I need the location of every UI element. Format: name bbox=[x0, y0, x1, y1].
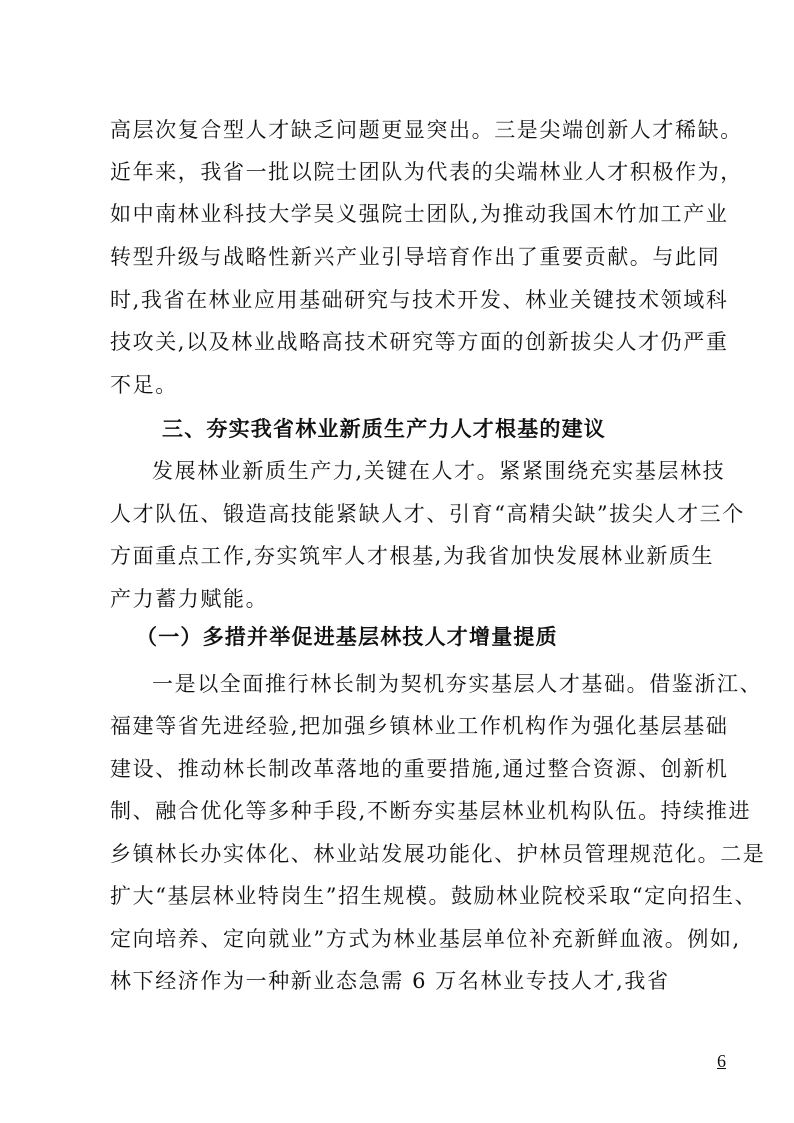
paragraph-3-line-3: 建设、推动林长制改革落地的重要措施,通过整合资源、创新机 bbox=[110, 757, 729, 781]
paragraph-2-line-4: 产力蓄力赋能。 bbox=[110, 587, 269, 611]
paragraph-2-line-1: 发展林业新质生产力,关键在人才。紧紧围绕充实基层林技 bbox=[152, 459, 726, 483]
paragraph-3-line-1: 一是以全面推行林长制为契机夯实基层人才基础。借鉴浙江、 bbox=[152, 672, 763, 696]
paragraph-3-line-2: 福建等省先进经验,把加强乡镇林业工作机构作为强化基层基础 bbox=[110, 714, 729, 738]
paragraph-3-line-5: 乡镇林长办实体化、林业站发展功能化、护林员管理规范化。二是 bbox=[110, 842, 766, 866]
section-heading: 三、夯实我省林业新质生产力人才根基的建议 bbox=[162, 417, 606, 441]
paragraph-1-line-2: 近年来，我省一批以院士团队为代表的尖端林业人才积极作为， bbox=[110, 160, 743, 184]
paragraph-2-line-3: 方面重点工作,夯实筑牢人才根基,为我省加快发展林业新质生 bbox=[110, 544, 715, 568]
paragraph-1-line-5: 时,我省在林业应用基础研究与技术开发、林业关键技术领域科 bbox=[110, 288, 729, 312]
paragraph-3-line-8: 林下经济作为一种新业态急需 6 万名林业专技人才,我省 bbox=[110, 969, 670, 993]
paragraph-2-line-2: 人才队伍、锻造高技能紧缺人才、引育“高精尖缺”拔尖人才三个 bbox=[110, 502, 745, 526]
paragraph-1-line-4: 转型升级与战略性新兴产业引导培育作出了重要贡献。与此同 bbox=[110, 245, 721, 269]
page-number: 6 bbox=[717, 1051, 726, 1071]
paragraph-3-line-4: 制、融合优化等多种手段,不断夯实基层林业机构队伍。持续推进 bbox=[110, 799, 752, 823]
paragraph-1-line-1: 高层次复合型人才缺乏问题更显突出。三是尖端创新人才稀缺。 bbox=[110, 118, 743, 142]
paragraph-1-line-6: 技攻关,以及林业战略高技术研究等方面的创新拔尖人才仍严重 bbox=[110, 330, 729, 354]
paragraph-1-line-3: 如中南林业科技大学吴义强院士团队,为推动我国木竹加工产业 bbox=[110, 202, 729, 226]
paragraph-1-line-7: 不足。 bbox=[110, 373, 178, 397]
paragraph-3-line-7: 定向培养、定向就业”方式为林业基层单位补充新鲜血液。例如, bbox=[110, 927, 741, 951]
paragraph-3-line-6: 扩大“基层林业特岗生”招生规模。鼓励林业院校采取“定向招生、 bbox=[110, 884, 758, 908]
subsection-heading: （一）多措并举促进基层林技人才增量提质 bbox=[136, 624, 558, 649]
